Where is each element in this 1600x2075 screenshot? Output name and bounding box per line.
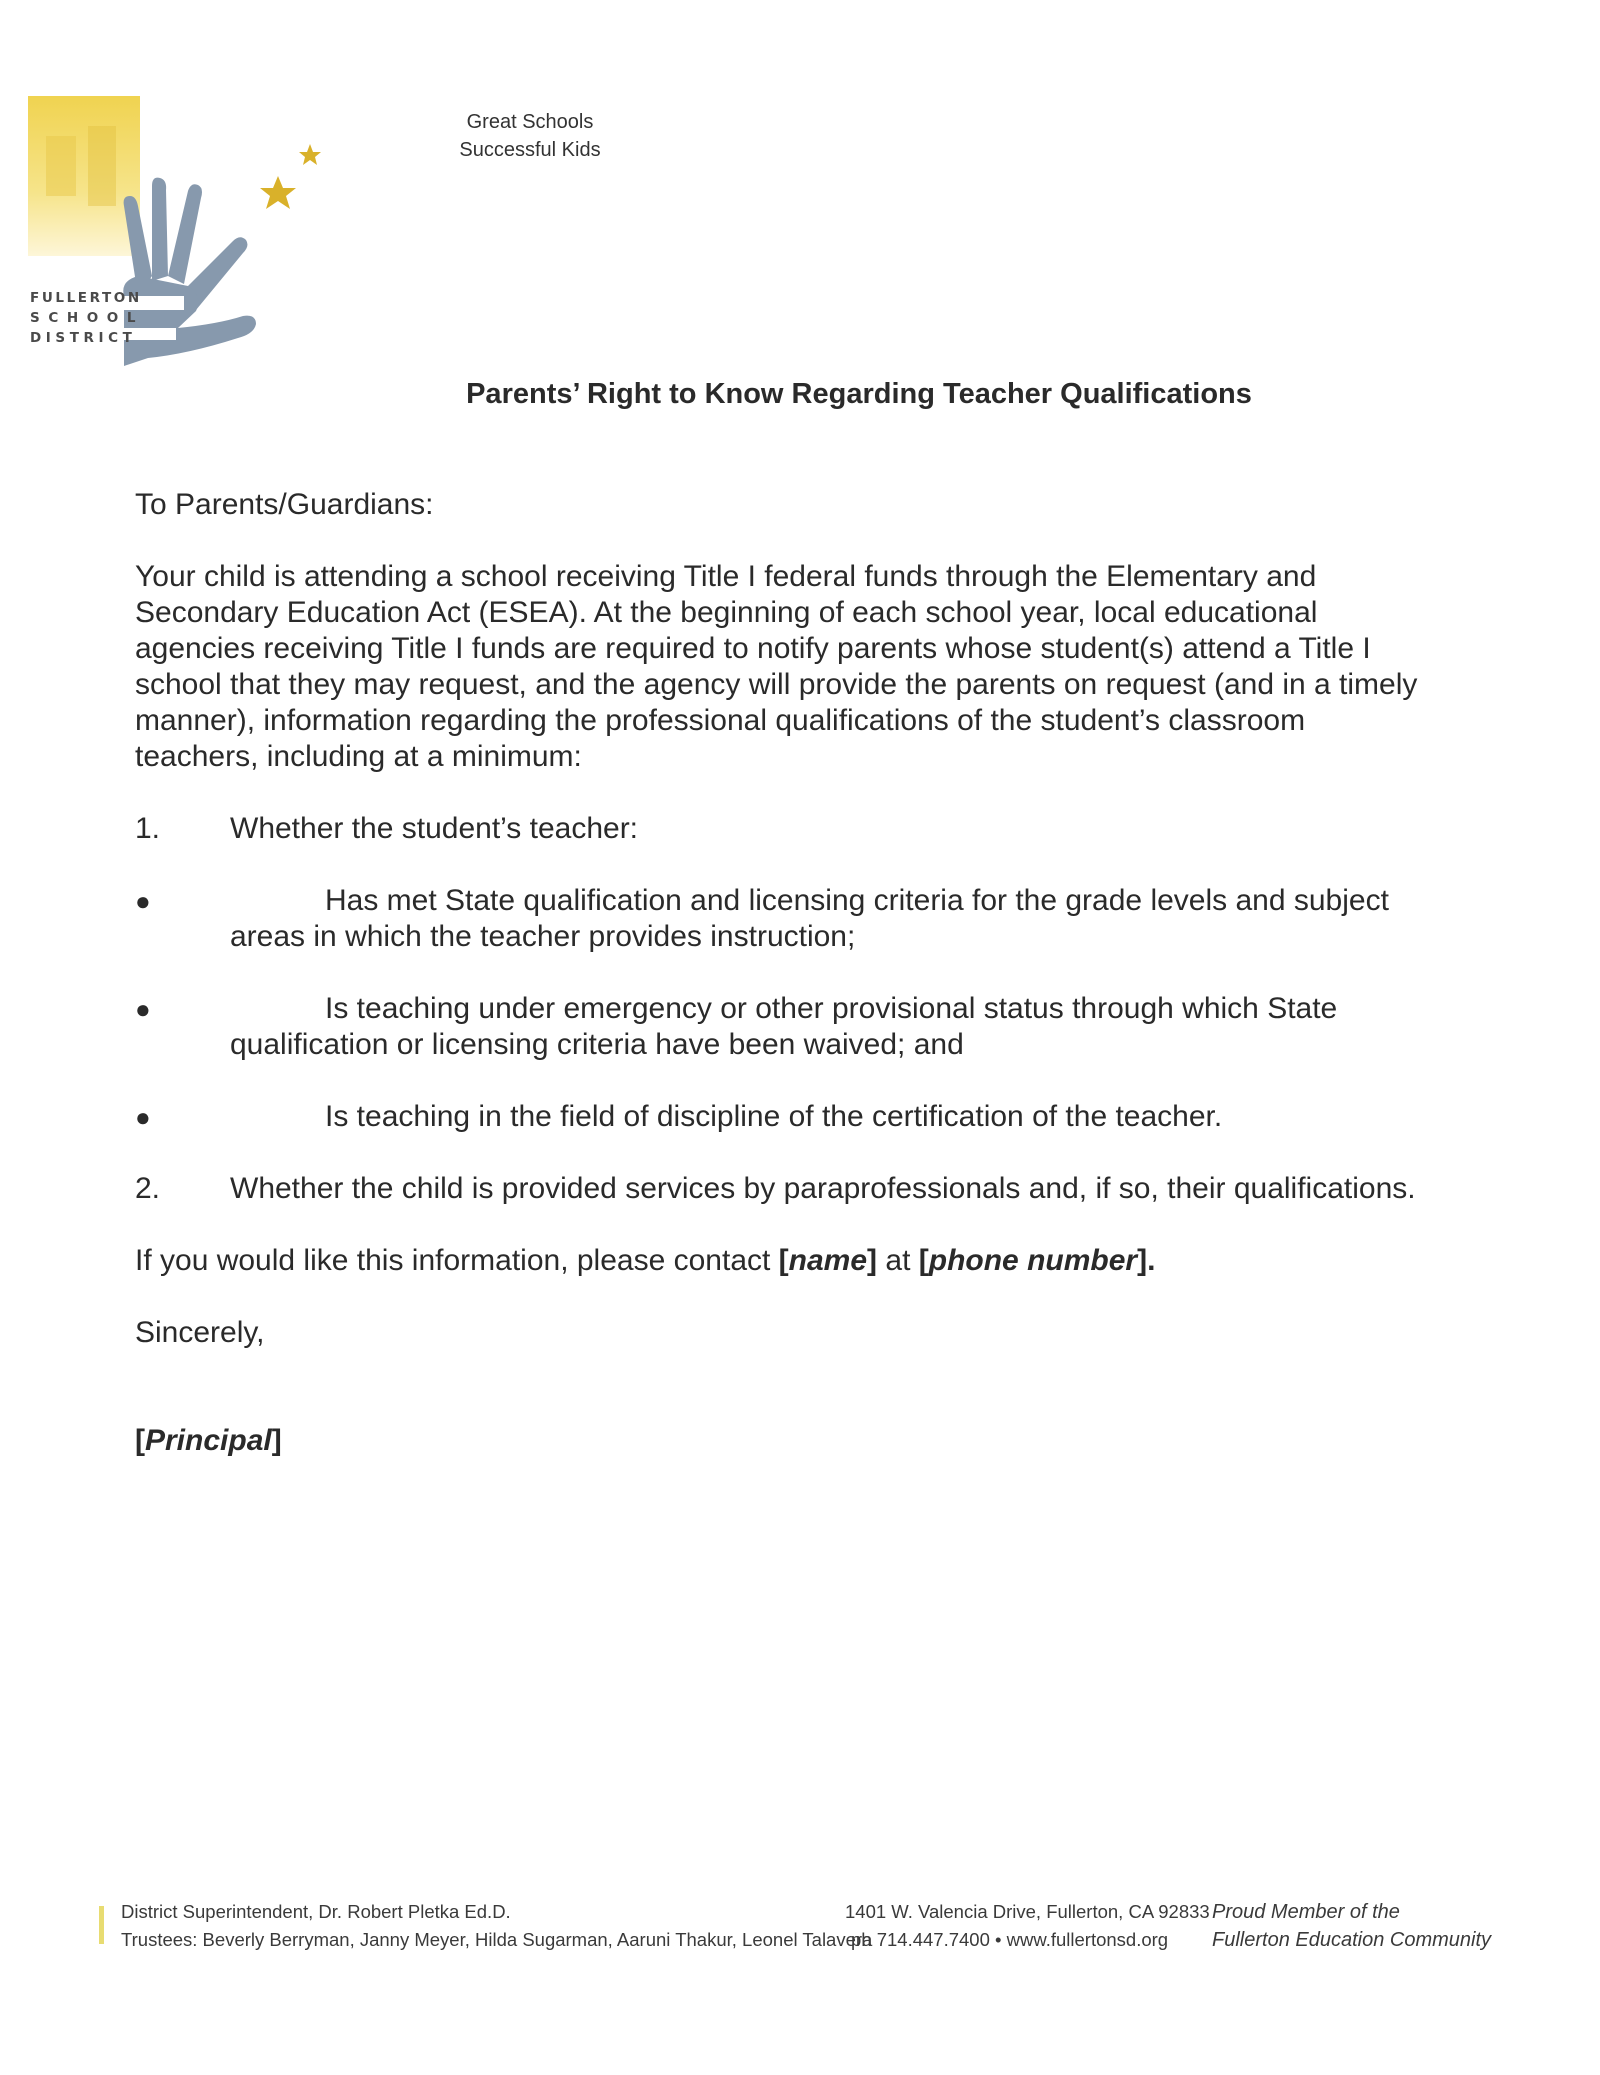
footer-member-line-2: Fullerton Education Community xyxy=(1212,1929,1492,1951)
list-item-2-text: Whether the child is provided services by paraprofessionals and, if so, their qualifications. xyxy=(230,1172,1416,1205)
footer-trustees: Trustees: Beverly Berryman, Janny Meyer, Hilda Sugarman, Aaruni Thakur, Leonel Talavera xyxy=(121,1929,873,1950)
bullet-icon: ● xyxy=(135,994,151,1024)
signature-line: [Principal] xyxy=(135,1424,282,1457)
footer-accent-bar xyxy=(99,1906,104,1944)
footer-district-info xyxy=(121,1898,872,1954)
bullet-item xyxy=(135,883,1460,955)
closing: Sincerely, xyxy=(135,1316,265,1349)
logo-text-fullerton: FULLERTON xyxy=(30,290,142,306)
contact-prefix: If you would like this information, please contact xyxy=(135,1244,779,1277)
footer-member-line-1: Proud Member of the xyxy=(1212,1901,1400,1923)
list-number-1: 1. xyxy=(135,812,161,845)
tagline-line-2: Successful Kids xyxy=(459,139,601,161)
bullet-text-1: Has met State qualification and licensing criteria for the grade levels and subject areas in which the teacher provides instruction; xyxy=(230,884,1389,953)
list-number-2: 2. xyxy=(135,1172,161,1205)
bullet-icon: ● xyxy=(135,886,151,916)
bullet-item xyxy=(135,1099,1460,1135)
page-title: Parents’ Right to Know Regarding Teacher Qualifications xyxy=(466,378,1252,410)
contact-mid: at xyxy=(877,1244,919,1277)
list-item-2 xyxy=(135,1171,1455,1207)
letter-body xyxy=(135,487,1455,1459)
footer-contact-info xyxy=(845,1898,1210,1954)
bullet-text-2: Is teaching under emergency or other provisional status through which State qualification or licensing criteria have been waived; and xyxy=(230,992,1338,1061)
footer-superintendent: District Superintendent, Dr. Robert Pletka Ed.D. xyxy=(121,1901,511,1922)
salutation: To Parents/Guardians: xyxy=(135,488,434,521)
tagline-line-1: Great Schools xyxy=(466,111,594,133)
footer-phone-web: ph 714.447.7400 • www.fullertonsd.org xyxy=(851,1929,1169,1950)
footer-member xyxy=(1212,1898,1491,1954)
list-item-1 xyxy=(135,811,1455,847)
contact-name-placeholder: name xyxy=(788,1244,868,1277)
signature-placeholder: Principal xyxy=(145,1424,272,1457)
footer-address: 1401 W. Valencia Drive, Fullerton, CA 92833 xyxy=(845,1901,1210,1922)
tagline xyxy=(430,108,630,164)
logo-text-school: SCHOOL xyxy=(30,310,145,326)
intro-paragraph: Your child is attending a school receiving Title I federal funds through the Elementary and Secondary Education Act (ESEA). At the beginning of each school year, local educational agencies receiving Title I funds are required to notify parents whose student(s) attend a Title I school that they may request, and the agency will provide the parents on request (and in a timely manner), information regarding the professional qualifications of the student’s classroom teachers, including at a minimum: xyxy=(135,560,1418,773)
bullet-icon: ● xyxy=(135,1102,151,1132)
list-item-1-text: Whether the student’s teacher: xyxy=(230,812,639,845)
bullet-item xyxy=(135,991,1460,1063)
logo-text-district: DISTRICT xyxy=(30,330,137,346)
bullet-text-3: Is teaching in the field of discipline of the certification of the teacher. xyxy=(325,1100,1223,1133)
contact-phone-placeholder: phone number xyxy=(928,1244,1138,1277)
contact-paragraph: If you would like this information, please contact [name] at [phone number]. xyxy=(135,1244,1156,1277)
